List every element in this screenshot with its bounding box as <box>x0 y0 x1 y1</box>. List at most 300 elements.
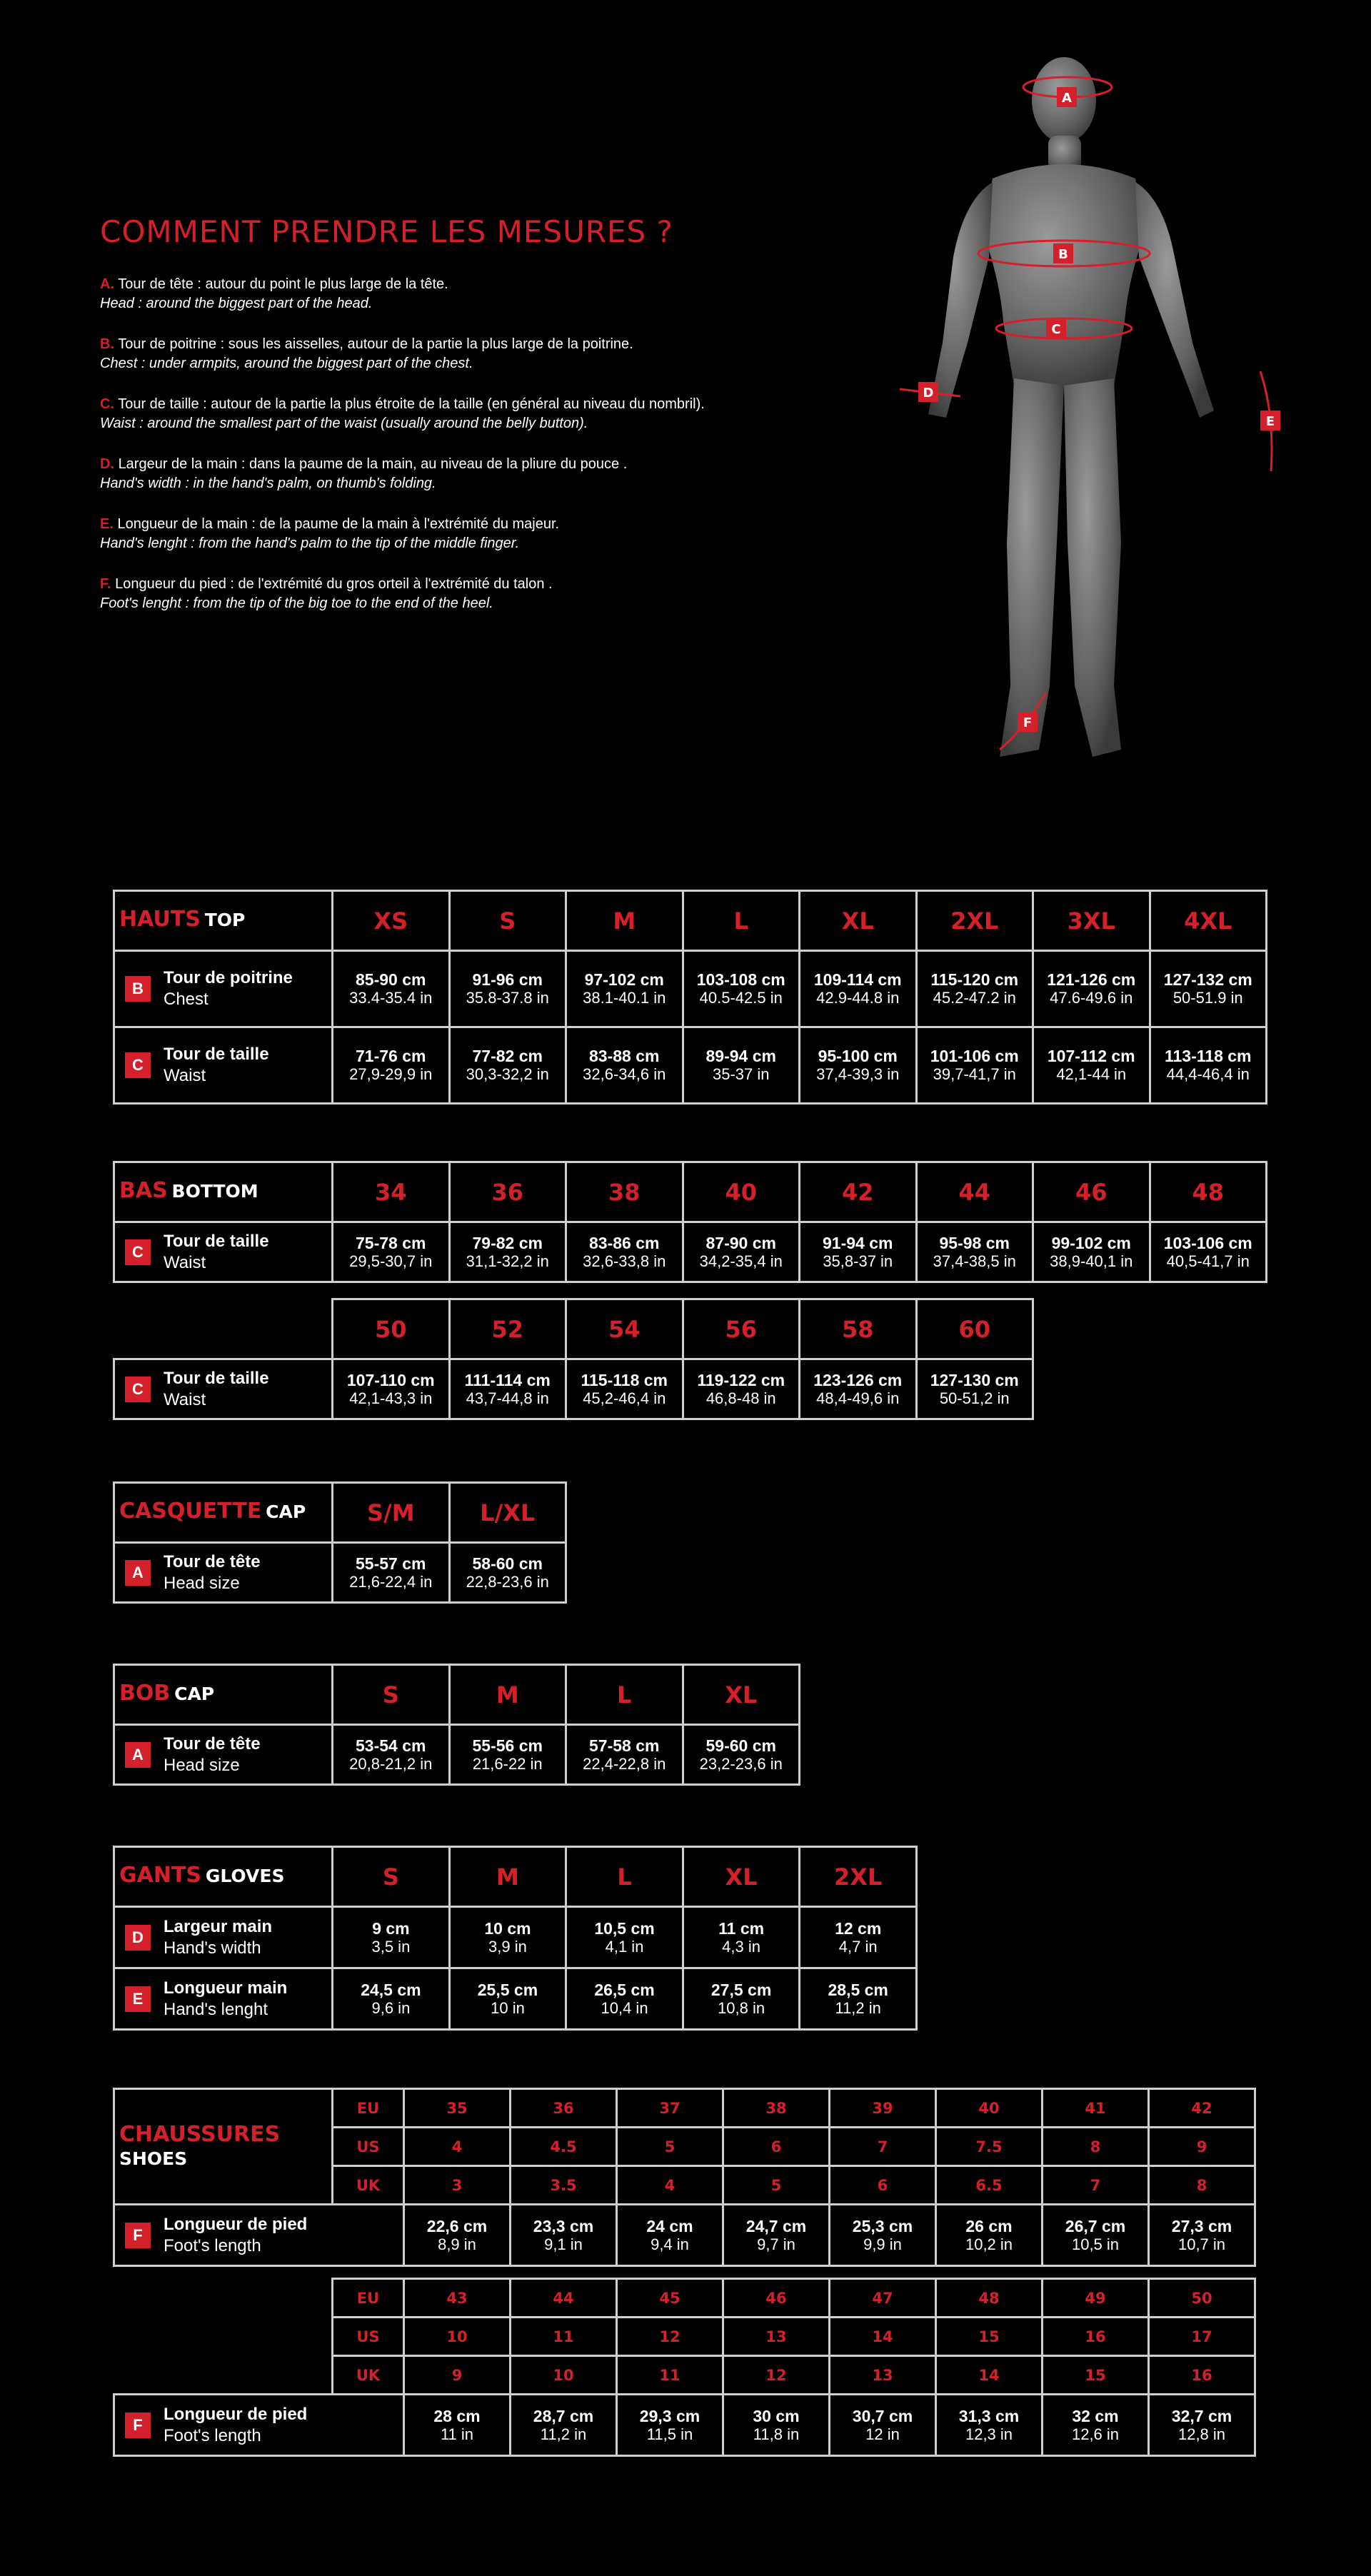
value-cm: 24,5 cm <box>361 1980 421 1999</box>
tops-size-table <box>113 890 1267 1105</box>
bottoms-size: 34 <box>333 1162 450 1222</box>
value-in: 10,2 in <box>965 2235 1013 2253</box>
measurement-guide <box>100 214 885 635</box>
shoes-uk-size: 12 <box>723 2356 830 2395</box>
measure-item <box>100 515 885 553</box>
bottoms-header-row-2 <box>114 1299 1033 1359</box>
value-cm: 95-100 cm <box>818 1047 898 1065</box>
shoes-uk-size: 4 <box>617 2166 723 2205</box>
shoes-uk-size: 10 <box>511 2356 617 2395</box>
shoes-uk-size: 8 <box>1149 2166 1255 2205</box>
value-in: 10,4 in <box>601 1998 648 2017</box>
shoes-eu-system: EU <box>333 2089 404 2128</box>
measure-fr: Longueur de la main : de la paume de la main à l'extrémité du majeur. <box>117 516 560 532</box>
gloves-size: 2XL <box>800 1847 917 1907</box>
value-cm: 83-88 cm <box>589 1047 660 1065</box>
shoes-uk-size: 16 <box>1149 2356 1255 2395</box>
gloves-size: S <box>333 1847 450 1907</box>
tops-size: XS <box>333 891 450 951</box>
value-cm: 115-120 cm <box>930 970 1019 989</box>
measure-en: Head : around the biggest part of the head. <box>100 296 373 311</box>
measure-list <box>100 275 885 613</box>
value-in: 50-51.9 in <box>1172 989 1243 1007</box>
value-in: 45.2-47.2 in <box>933 989 1016 1007</box>
value-cm: 28,5 cm <box>828 1980 888 1999</box>
value-in: 3,9 in <box>488 1937 527 1956</box>
mannequin-silhouette <box>928 57 1214 757</box>
cap-head-value <box>449 1543 566 1603</box>
value-cm: 53-54 cm <box>356 1736 426 1755</box>
value-in: 44,4-46,4 in <box>1166 1065 1250 1083</box>
row-label-en: Chest <box>164 990 209 1009</box>
value-in: 9,4 in <box>651 2235 689 2253</box>
cap-header-row <box>114 1483 566 1543</box>
bottoms-header-row <box>114 1162 1267 1222</box>
svg-text:F: F <box>1023 715 1033 730</box>
shoes-us-size: 13 <box>723 2318 830 2356</box>
value-in: 31,1-32,2 in <box>466 1252 549 1270</box>
bottoms-waist-value <box>566 1222 683 1282</box>
measure-badge: F <box>125 2223 151 2248</box>
value-in: 4,1 in <box>605 1937 644 1956</box>
row-text <box>164 1916 272 1959</box>
badge-d-marker <box>918 382 938 402</box>
row-label-fr: Tour de tête <box>164 1734 261 1754</box>
shoes-eu-size: 41 <box>1043 2089 1149 2128</box>
bottoms-size: 40 <box>683 1162 800 1222</box>
tops-waist-value <box>1150 1027 1267 1104</box>
row-text <box>164 1368 269 1411</box>
bottoms-waist-value <box>800 1359 917 1419</box>
value-in: 35,8-37 in <box>823 1252 893 1270</box>
value-cm: 109-114 cm <box>813 970 902 989</box>
value-cm: 111-114 cm <box>464 1370 551 1389</box>
value-cm: 58-60 cm <box>472 1554 543 1573</box>
shoes-uk-size: 15 <box>1043 2356 1149 2395</box>
gloves-length-value <box>800 1968 917 2030</box>
body-measurement-figure <box>885 43 1328 785</box>
shoes-foot-value <box>1043 2205 1149 2266</box>
value-cm: 115-118 cm <box>581 1370 668 1389</box>
badge-f-marker <box>1018 712 1038 732</box>
bob-head-value <box>683 1725 800 1785</box>
bob-size-table <box>113 1664 800 1786</box>
bottoms-waist-label <box>114 1359 333 1419</box>
gloves-category: GANTS GLOVES <box>114 1847 333 1907</box>
value-cm: 28 cm <box>433 2406 481 2425</box>
tops-chest-value <box>683 951 800 1027</box>
tops-size: L <box>683 891 800 951</box>
gloves-width-row <box>114 1907 917 1968</box>
value-in: 29,5-30,7 in <box>349 1252 433 1270</box>
value-cm: 97-102 cm <box>584 970 664 989</box>
row-label-fr: Longueur de pied <box>164 2214 308 2234</box>
value-cm: 103-108 cm <box>696 970 785 989</box>
bottoms-waist-value <box>800 1222 917 1282</box>
value-in: 40.5-42.5 in <box>699 989 783 1007</box>
shoes-us-size: 5 <box>617 2128 723 2166</box>
row-label-en: Foot's length <box>164 2235 261 2255</box>
value-cm: 71-76 cm <box>356 1047 426 1065</box>
value-in: 37,4-39,3 in <box>816 1065 900 1083</box>
value-in: 27,9-29,9 in <box>349 1065 433 1083</box>
value-in: 42,1-43,3 in <box>349 1389 433 1407</box>
value-in: 12,6 in <box>1071 2425 1120 2443</box>
tops-chest-value <box>333 951 450 1027</box>
shoes-uk-size: 9 <box>404 2356 511 2395</box>
svg-text:E: E <box>1265 414 1275 429</box>
shoes-eu-size: 47 <box>830 2279 936 2318</box>
badge-c-marker <box>1046 318 1066 338</box>
measure-letter: B. <box>100 336 114 352</box>
row-text <box>164 1978 287 2021</box>
value-cm: 95-98 cm <box>939 1233 1010 1252</box>
shoes-foot-value <box>404 2395 511 2456</box>
value-cm: 91-96 cm <box>472 970 543 989</box>
bottoms-waist-value <box>683 1222 800 1282</box>
tops-chest-value <box>449 951 566 1027</box>
value-cm: 91-94 cm <box>823 1233 893 1252</box>
bob-size: XL <box>683 1665 800 1725</box>
value-cm: 30,7 cm <box>852 2406 913 2425</box>
value-in: 32,6-33,8 in <box>583 1252 666 1270</box>
gloves-length-value <box>333 1968 450 2030</box>
shoes-eu-size: 49 <box>1043 2279 1149 2318</box>
page-title: COMMENT PRENDRE LES MESURES ? <box>100 214 673 249</box>
value-in: 40,5-41,7 in <box>1166 1252 1250 1270</box>
measure-badge: A <box>125 1742 151 1768</box>
cap-head-value <box>333 1543 450 1603</box>
tops-chest-label <box>114 951 333 1027</box>
value-in: 46,8-48 in <box>705 1389 776 1407</box>
bottoms-size: 50 <box>333 1299 450 1359</box>
value-in: 9,9 in <box>863 2235 902 2253</box>
value-in: 9,1 in <box>544 2235 583 2253</box>
row-text <box>164 1734 261 1776</box>
bob-size: M <box>449 1665 566 1725</box>
bottoms-waist-value <box>566 1359 683 1419</box>
value-cm: 55-56 cm <box>472 1736 543 1755</box>
bottoms-size: 56 <box>683 1299 800 1359</box>
shoes-us-size: 7 <box>830 2128 936 2166</box>
shoes-us-system: US <box>333 2318 404 2356</box>
tops-waist-value <box>333 1027 450 1104</box>
value-cm: 89-94 cm <box>705 1047 776 1065</box>
shoes-us-size: 4 <box>404 2128 511 2166</box>
bottoms-size-table-extended <box>113 1298 1034 1420</box>
value-in: 11,8 in <box>753 2425 800 2443</box>
shoes-foot-value <box>511 2395 617 2456</box>
tops-chest-value <box>1150 951 1267 1027</box>
value-in: 12 in <box>865 2425 900 2443</box>
measure-badge: F <box>125 2413 151 2438</box>
value-in: 9,6 in <box>371 1998 411 2017</box>
value-in: 10,5 in <box>1071 2235 1120 2253</box>
badge-a-marker <box>1057 87 1077 107</box>
bob-category: BOB CAP <box>114 1665 333 1725</box>
bottoms-size: 52 <box>449 1299 566 1359</box>
value-cm: 27,5 cm <box>710 1980 772 1999</box>
row-label-fr: Tour de poitrine <box>164 968 293 987</box>
value-in: 23,2-23,6 in <box>699 1754 783 1773</box>
value-in: 30,3-32,2 in <box>466 1065 549 1083</box>
cap-size: S/M <box>333 1483 450 1543</box>
bottoms-waist-value <box>449 1359 566 1419</box>
shoes-uk-size: 13 <box>830 2356 936 2395</box>
shoes-eu-size: 39 <box>830 2089 936 2128</box>
shoes-uk-size: 5 <box>723 2166 830 2205</box>
value-cm: 24,7 cm <box>745 2216 807 2235</box>
value-cm: 87-90 cm <box>705 1233 776 1252</box>
bottoms-waist-value <box>1033 1222 1150 1282</box>
shoes-foot-value <box>723 2395 830 2456</box>
value-cm: 127-132 cm <box>1163 970 1252 989</box>
bottoms-waist-value <box>916 1359 1033 1419</box>
value-cm: 9 cm <box>372 1918 410 1938</box>
measure-fr: Tour de tête : autour du point le plus large de la tête. <box>118 276 448 292</box>
bottoms-waist-value <box>333 1359 450 1419</box>
shoes-size-table <box>113 2088 1256 2267</box>
shoes-uk-size: 6.5 <box>936 2166 1043 2205</box>
bottoms-size: 54 <box>566 1299 683 1359</box>
cap-size: L/XL <box>449 1483 566 1543</box>
row-label-fr: Tour de taille <box>164 1045 269 1064</box>
value-cm: 57-58 cm <box>589 1736 660 1755</box>
bob-head-row <box>114 1725 800 1785</box>
shoes-eu-size: 48 <box>936 2279 1043 2318</box>
value-in: 11,2 in <box>835 1998 881 2017</box>
value-cm: 103-106 cm <box>1163 1233 1252 1252</box>
row-label-en: Waist <box>164 1389 206 1409</box>
value-in: 12,3 in <box>965 2425 1013 2443</box>
row-label-fr: Longueur main <box>164 1978 288 1998</box>
bottoms-waist-value <box>683 1359 800 1419</box>
measure-fr: Tour de poitrine : sous les aisselles, autour de la partie la plus large de la poitrine. <box>118 336 633 352</box>
gloves-length-value <box>683 1968 800 2030</box>
shoes-uk-size: 3 <box>404 2166 511 2205</box>
tops-size: S <box>449 891 566 951</box>
tops-chest-value <box>566 951 683 1027</box>
bottoms-waist-value <box>449 1222 566 1282</box>
gloves-length-label <box>114 1968 333 2030</box>
tops-waist-value <box>566 1027 683 1104</box>
gloves-length-value <box>449 1968 566 2030</box>
value-cm: 83-86 cm <box>589 1233 660 1252</box>
bottoms-waist-row <box>114 1222 1267 1282</box>
value-in: 38.1-40.1 in <box>583 989 666 1007</box>
tops-size: M <box>566 891 683 951</box>
shoes-eu-size: 42 <box>1149 2089 1255 2128</box>
value-cm: 25,3 cm <box>852 2216 913 2235</box>
value-cm: 107-110 cm <box>346 1370 435 1389</box>
value-in: 8,9 in <box>438 2235 476 2253</box>
shoes-foot-value <box>511 2205 617 2266</box>
value-cm: 26,5 cm <box>594 1980 655 1999</box>
value-in: 11,2 in <box>540 2425 587 2443</box>
shoes-us-size: 11 <box>511 2318 617 2356</box>
row-text <box>164 1231 269 1274</box>
shoes-foot-value <box>404 2205 511 2266</box>
tops-waist-row <box>114 1027 1267 1104</box>
bob-size: S <box>333 1665 450 1725</box>
measure-letter: D. <box>100 456 114 472</box>
shoes-foot-value <box>617 2395 723 2456</box>
shoes-uk-size: 3.5 <box>511 2166 617 2205</box>
value-cm: 27,3 cm <box>1171 2216 1232 2235</box>
value-in: 22,8-23,6 in <box>466 1572 549 1591</box>
measure-badge: C <box>125 1052 151 1078</box>
row-label-fr: Tour de tête <box>164 1551 261 1571</box>
measure-en: Chest : under armpits, around the biggest part of the chest. <box>100 356 473 371</box>
cap-size-table <box>113 1481 567 1604</box>
value-cm: 28,7 cm <box>533 2406 594 2425</box>
measure-item <box>100 275 885 313</box>
bottoms-size: 42 <box>800 1162 917 1222</box>
measure-fr: Tour de taille : autour de la partie la plus étroite de la taille (en général au niveau du nombril). <box>118 396 705 412</box>
value-cm: 107-112 cm <box>1047 1047 1135 1065</box>
bottoms-category: BAS BOTTOM <box>114 1162 333 1222</box>
row-text <box>164 967 293 1010</box>
bottoms-size: 38 <box>566 1162 683 1222</box>
gloves-width-value <box>566 1907 683 1968</box>
shoes-eu-size: 45 <box>617 2279 723 2318</box>
tops-waist-value <box>683 1027 800 1104</box>
measure-en: Hand's lenght : from the hand's palm to the tip of the middle finger. <box>100 535 520 551</box>
shoes-foot-row <box>114 2205 1255 2266</box>
shoes-eu-size: 50 <box>1149 2279 1255 2318</box>
measure-badge: A <box>125 1560 151 1586</box>
shoes-us-size: 14 <box>830 2318 936 2356</box>
shoes-foot-value <box>723 2205 830 2266</box>
value-cm: 59-60 cm <box>705 1736 776 1755</box>
measure-item <box>100 395 885 433</box>
value-cm: 127-130 cm <box>930 1370 1019 1389</box>
shoes-us-size: 7.5 <box>936 2128 1043 2166</box>
shoes-us-size: 10 <box>404 2318 511 2356</box>
tops-chest-row <box>114 951 1267 1027</box>
row-text <box>164 1044 269 1087</box>
measure-fr: Longueur du pied : de l'extrémité du gros orteil à l'extrémité du talon . <box>115 576 553 592</box>
value-cm: 101-106 cm <box>930 1047 1019 1065</box>
tops-waist-value <box>449 1027 566 1104</box>
row-text <box>164 2404 307 2447</box>
value-in: 4,7 in <box>838 1937 878 1956</box>
measure-badge: C <box>125 1377 151 1402</box>
value-in: 32,6-34,6 in <box>583 1065 666 1083</box>
value-in: 34,2-35,4 in <box>699 1252 783 1270</box>
gloves-header-row <box>114 1847 917 1907</box>
value-cm: 10,5 cm <box>594 1918 655 1938</box>
row-label-en: Head size <box>164 1755 240 1775</box>
shoes-foot-value <box>1149 2395 1255 2456</box>
value-cm: 31,3 cm <box>958 2406 1020 2425</box>
value-cm: 24 cm <box>646 2216 693 2235</box>
shoes-foot-value <box>936 2395 1043 2456</box>
value-in: 10 in <box>491 1998 525 2017</box>
value-cm: 10 cm <box>484 1918 531 1938</box>
value-in: 12,8 in <box>1177 2425 1226 2443</box>
shoes-uk-size: 11 <box>617 2356 723 2395</box>
shoes-us-size: 12 <box>617 2318 723 2356</box>
shoes-eu-size: 40 <box>936 2089 1043 2128</box>
gloves-width-value <box>333 1907 450 1968</box>
value-in: 10,8 in <box>718 1998 765 2017</box>
shoes-eu-row-2 <box>114 2279 1255 2318</box>
gloves-width-value <box>800 1907 917 1968</box>
tops-waist-value <box>1033 1027 1150 1104</box>
bottoms-waist-value <box>916 1222 1033 1282</box>
value-in: 11,5 in <box>646 2425 693 2443</box>
shoes-foot-value <box>617 2205 723 2266</box>
row-label-en: Head size <box>164 1573 240 1593</box>
badge-b-marker <box>1053 243 1073 263</box>
tops-header-row <box>114 891 1267 951</box>
measure-en: Foot's lenght : from the tip of the big toe to the end of the heel. <box>100 595 493 611</box>
cap-head-row <box>114 1543 566 1603</box>
value-cm: 85-90 cm <box>356 970 426 989</box>
row-text <box>164 1551 261 1594</box>
value-cm: 99-102 cm <box>1051 1233 1131 1252</box>
measure-fr: Largeur de la main : dans la paume de la main, au niveau de la pliure du pouce . <box>118 456 628 472</box>
value-in: 10,7 in <box>1177 2235 1226 2253</box>
measure-en: Waist : around the smallest part of the waist (usually around the belly button). <box>100 416 588 431</box>
value-in: 48,4-49,6 in <box>816 1389 900 1407</box>
value-in: 35-37 in <box>712 1065 770 1083</box>
bob-head-value <box>333 1725 450 1785</box>
value-cm: 123-126 cm <box>813 1370 903 1389</box>
shoes-eu-size: 43 <box>404 2279 511 2318</box>
tops-category: HAUTS TOP <box>114 891 333 951</box>
bob-header-row <box>114 1665 800 1725</box>
shoes-uk-system: UK <box>333 2356 404 2395</box>
bottoms-size: 48 <box>1150 1162 1267 1222</box>
value-cm: 77-82 cm <box>472 1047 543 1065</box>
shoes-eu-size: 37 <box>617 2089 723 2128</box>
shoes-category: CHAUSSURES SHOES <box>114 2089 333 2205</box>
shoes-uk-size: 14 <box>936 2356 1043 2395</box>
measure-letter: E. <box>100 516 114 532</box>
shoes-us-size: 8 <box>1043 2128 1149 2166</box>
shoes-eu-size: 35 <box>404 2089 511 2128</box>
tops-chest-value <box>1033 951 1150 1027</box>
value-in: 20,8-21,2 in <box>349 1754 433 1773</box>
gloves-size: M <box>449 1847 566 1907</box>
bob-head-value <box>566 1725 683 1785</box>
value-in: 21,6-22,4 in <box>349 1572 433 1591</box>
shoes-eu-size: 46 <box>723 2279 830 2318</box>
shoes-uk-size: 7 <box>1043 2166 1149 2205</box>
svg-text:A: A <box>1062 91 1072 106</box>
value-in: 3,5 in <box>371 1937 411 1956</box>
svg-text:D: D <box>923 386 934 401</box>
row-text <box>164 2214 307 2257</box>
shoes-us-size: 4.5 <box>511 2128 617 2166</box>
value-cm: 29,3 cm <box>639 2406 700 2425</box>
gloves-length-value <box>566 1968 683 2030</box>
gloves-width-value <box>449 1907 566 1968</box>
shoes-foot-label <box>114 2395 404 2456</box>
shoes-us-size: 15 <box>936 2318 1043 2356</box>
row-label-fr: Tour de taille <box>164 1231 269 1251</box>
bottoms-waist-label <box>114 1222 333 1282</box>
tops-waist-label <box>114 1027 333 1104</box>
shoes-us-size: 9 <box>1149 2128 1255 2166</box>
value-cm: 75-78 cm <box>356 1233 426 1252</box>
measure-badge: D <box>125 1925 151 1951</box>
value-in: 38,9-40,1 in <box>1050 1252 1133 1270</box>
bottoms-waist-row-2 <box>114 1359 1033 1419</box>
measure-letter: A. <box>100 276 114 292</box>
